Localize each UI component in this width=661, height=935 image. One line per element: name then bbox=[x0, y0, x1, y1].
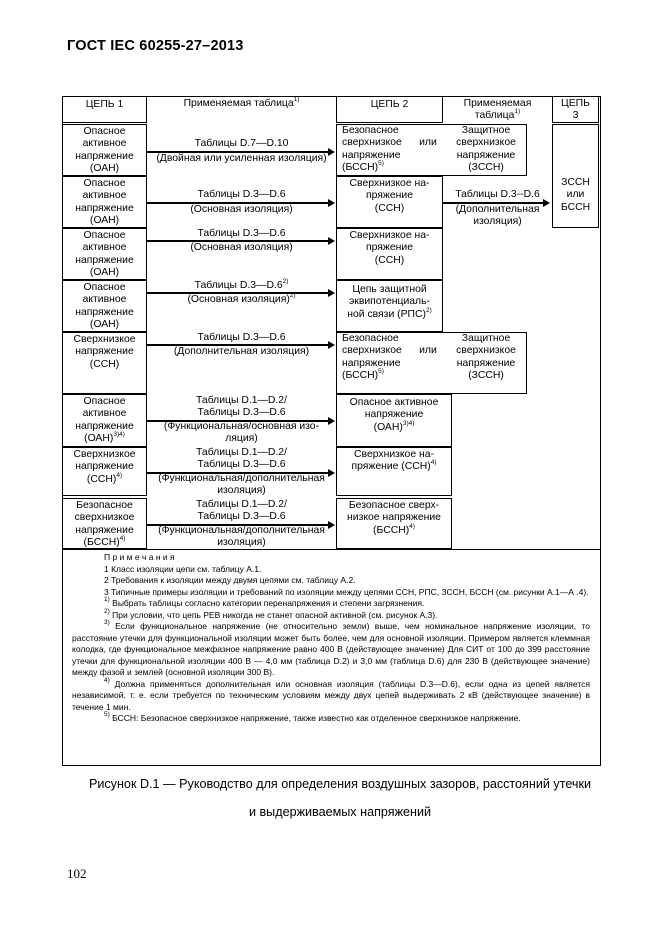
header-circuit-2-label: ЦЕПЬ 2 bbox=[370, 99, 409, 110]
circuit-2-box bbox=[336, 447, 452, 496]
circuit-1-line: Опасное bbox=[83, 396, 126, 407]
insulation-type-line: изоляция) bbox=[217, 485, 266, 497]
circuit-2-line: пряжение bbox=[366, 190, 413, 202]
footnote-mark: 2) bbox=[104, 607, 110, 615]
applied-table-text: Таблицы D.3--D.6 bbox=[455, 189, 540, 200]
circuit-1-line: активное bbox=[82, 294, 127, 306]
applied-table-line: Таблицы D.1—D.2/ bbox=[196, 395, 287, 406]
insulation-type-label: (Основная изоляция) bbox=[187, 294, 290, 305]
applied-table-text bbox=[147, 280, 336, 292]
circuit-2-line: напряжение bbox=[342, 149, 401, 161]
circuit-1-line: (ОАН) bbox=[89, 215, 120, 227]
footnote-2: При условии, что цепь РЕВ никогда не станет опасной активной (см. рисунок А.3). bbox=[112, 609, 438, 620]
circuit-2-line: пряжение (ССН) bbox=[351, 461, 431, 473]
insulation-type: (Основная изоляция) bbox=[190, 242, 293, 253]
footnote-ref: 3)4) bbox=[402, 419, 415, 427]
circuit-2-line: (БССН) bbox=[342, 162, 379, 174]
circuit-2-line: Опасное активное bbox=[349, 397, 439, 408]
circuit-2-alt-line: Защитное bbox=[461, 333, 511, 344]
footnote-mark: 4) bbox=[104, 676, 110, 684]
insulation-type: (Двойная или усиленная изоляция) bbox=[156, 153, 327, 164]
circuit-2-line: Сверхнизкое на- bbox=[349, 230, 430, 241]
applied-table-text: Таблицы D.3—D.6 bbox=[197, 228, 286, 239]
circuit-1-box bbox=[62, 447, 147, 496]
circuit-2-alt-text bbox=[448, 333, 524, 383]
circuit-1-box bbox=[62, 280, 147, 332]
circuit-2-alt-line: Защитное bbox=[461, 125, 511, 136]
applied-table-text: Таблицы D.3—D.6 bbox=[197, 189, 286, 200]
circuit-2-line: Безопасное bbox=[342, 125, 399, 136]
circuit-1-box bbox=[62, 176, 147, 228]
insulation-type bbox=[147, 421, 336, 446]
circuit-1-line: напряжение bbox=[75, 461, 134, 473]
circuit-1-line: (ОАН) bbox=[89, 267, 120, 279]
footnote-ref: 4) bbox=[119, 535, 126, 543]
circuit-1-line: Сверхнизкое bbox=[73, 334, 136, 345]
circuit-1-line: напряжение bbox=[75, 202, 134, 214]
circuit-2-alt-line: сверхнизкое bbox=[456, 345, 516, 357]
circuit-1-line: активное bbox=[82, 138, 127, 150]
footnote-1: Выбрать таблицы согласно категории перенапряжения и степени загрязнения. bbox=[112, 598, 425, 608]
circuit-2-box bbox=[336, 228, 443, 280]
circuit-2-alt-line: сверхнизкое bbox=[456, 137, 516, 149]
applied-table-text bbox=[147, 447, 336, 472]
circuit-2-line: сверхнизкое или bbox=[342, 137, 437, 149]
applied-table-text: Таблицы D.7—D.10 bbox=[194, 138, 289, 149]
circuit-2-line: эквипотенциаль- bbox=[349, 296, 430, 308]
footnote-ref: 4) bbox=[430, 459, 437, 467]
footnote-4: Должна применяться дополнительная или основная изоляция (таблицы D.3—D.6), если одна из цепей является независимой, т. е. если требуется по техническим условиям между двух цепей выдерживать 2 кВ (действующее значение) в течение 1 мин. bbox=[72, 678, 590, 712]
circuit-2-line: (БССН) bbox=[373, 524, 410, 536]
circuit-1-line: Сверхнизкое bbox=[73, 449, 136, 460]
figure-caption-line1: Рисунок D.1 — Руководство для определения воздушных зазоров, расстояний утечки bbox=[88, 777, 592, 791]
footnote-ref: 2) bbox=[282, 278, 289, 285]
circuit-1-line: напряжение bbox=[75, 306, 134, 318]
circuit-2-line: Цепь защитной bbox=[352, 284, 427, 295]
insulation-type-line: (Функциональная/дополнительная bbox=[158, 473, 325, 484]
circuit-2-alt-text bbox=[448, 125, 524, 175]
circuit-1-line: (ССН) bbox=[89, 358, 120, 370]
figure-caption-line2: и выдерживаемых напряжений bbox=[248, 805, 432, 819]
header-circuit-3 bbox=[552, 96, 599, 123]
circuit-1-line: Опасное bbox=[83, 282, 126, 293]
circuit-1-box bbox=[62, 332, 147, 394]
page-number: 102 bbox=[67, 866, 87, 881]
footnote-ref: 5) bbox=[378, 368, 384, 376]
footnote-ref: 2) bbox=[425, 306, 432, 314]
circuit-2-box bbox=[336, 498, 452, 549]
circuit-2-line: Сверхнизкое на- bbox=[349, 178, 430, 189]
circuit-3-line: БССН bbox=[560, 201, 591, 213]
circuit-1-line: напряжение bbox=[75, 346, 134, 358]
circuit-2-line: (ОАН) bbox=[373, 421, 403, 433]
insulation-type-line: ляция) bbox=[225, 433, 258, 445]
circuit-3-line: или bbox=[566, 189, 585, 201]
note-1: 1 Класс изоляции цепи см. таблицу А.1. bbox=[104, 563, 262, 574]
notes-title: П р и м е ч а н и я bbox=[104, 552, 175, 562]
note-3: 3 Типичные примеры изоляции и требований по изоляции между цепями ССН, РПС, ЗССН, БССН (см. рисунки А.1—А .4). bbox=[104, 586, 589, 597]
header-applied-table-2 bbox=[443, 98, 552, 123]
insulation-type-line: (Дополнительная bbox=[455, 204, 540, 215]
header-applied-table bbox=[147, 98, 336, 110]
note-2: 2 Требования к изоляции между двумя цепями см. таблицу А.2. bbox=[104, 575, 356, 585]
circuit-1-line: напряжение bbox=[75, 420, 134, 432]
insulation-type bbox=[147, 473, 336, 498]
circuit-2-line: пряжение bbox=[366, 242, 413, 254]
applied-table-line: Таблицы D.3—D.6 bbox=[197, 511, 286, 523]
header-circuit-2 bbox=[336, 96, 443, 123]
circuit-1-line: (ОАН) bbox=[84, 433, 114, 445]
applied-table-line: Таблицы D.3—D.6 bbox=[197, 407, 286, 419]
circuit-1-line: Опасное bbox=[83, 178, 126, 189]
applied-table-label: Таблицы D.3—D.6 bbox=[194, 280, 283, 291]
footnote-3: Если функциональное напряжение (не относительно земли) выше, чем номинальное напряжение изоляции, то расстояние утечки для функциональной изоляции может быть более, чем для основной изоляции. Примером является клеммная колодка, где функциональное межфазное напряжение равно 400 В (действующее значение) Для СИТ от 100 до 399 расстояние утечки для функциональной изоляции 400 В — 4,0 мм (таблица D.2) и 3,0 мм (таблица D.6) для 230 В (действующее значение) между фазой и землей (основной изоляции 300 В). bbox=[72, 621, 590, 677]
circuit-1-line: (БССН) bbox=[83, 537, 120, 549]
circuit-3-line: ЗССН bbox=[561, 177, 590, 188]
circuit-2-alt-line: напряжение bbox=[456, 149, 516, 161]
footnote-mark: 5) bbox=[104, 711, 110, 718]
header-applied-table-label: Применяемая таблица bbox=[183, 98, 294, 109]
circuit-1-box bbox=[62, 124, 147, 176]
circuit-2-line: Сверхнизкое на- bbox=[354, 449, 434, 460]
circuit-2-text bbox=[342, 125, 437, 175]
notes-block bbox=[72, 552, 590, 725]
footnote-5: БССН: Безопасное сверхнизкое напряжение, также известно как отделенное сверхнизкое напряжение. bbox=[112, 713, 521, 723]
insulation-type bbox=[147, 294, 336, 306]
footnote-mark: 3) bbox=[104, 619, 110, 626]
circuit-2-alt-line: (ЗССН) bbox=[468, 162, 504, 174]
document-header: ГОСТ IEC 60255-27–2013 bbox=[67, 38, 244, 54]
circuit-1-box bbox=[62, 228, 147, 280]
applied-table-text bbox=[147, 499, 336, 524]
circuit-2-text bbox=[342, 333, 437, 383]
insulation-type-line: (Функциональная/основная изо- bbox=[163, 421, 320, 432]
circuit-2-line: напряжение bbox=[342, 357, 401, 369]
footnote-mark: 1) bbox=[104, 596, 110, 603]
circuit-2-box bbox=[336, 176, 443, 228]
circuit-2-line: сверхнизкое или bbox=[342, 345, 437, 357]
circuit-3-text bbox=[552, 177, 599, 214]
footnote-ref: 1) bbox=[514, 108, 521, 116]
circuit-2-line: низкое напряжение bbox=[347, 512, 441, 524]
circuit-2-alt-line: напряжение bbox=[456, 357, 516, 369]
applied-table-line: Таблицы D.3—D.6 bbox=[197, 459, 286, 471]
circuit-2-line: напряжение bbox=[364, 409, 424, 421]
header-circuit-1-label: ЦЕПЬ 1 bbox=[85, 99, 124, 110]
footnote-ref: 1) bbox=[293, 96, 300, 103]
insulation-type-line: (Функциональная/дополнительная bbox=[158, 525, 325, 536]
circuit-1-line: напряжение bbox=[75, 524, 134, 536]
footnote-ref: 5) bbox=[378, 160, 384, 168]
circuit-1-line: Опасное bbox=[83, 230, 126, 241]
circuit-2-line: (ССН) bbox=[374, 254, 405, 266]
circuit-2-line: (ССН) bbox=[374, 202, 405, 214]
circuit-1-line: сверхнизкое bbox=[74, 512, 135, 524]
header-circuit-3-line2: 3 bbox=[572, 110, 579, 122]
circuit-2-line: Безопасное bbox=[342, 333, 399, 344]
header-applied-table-2-line1: Применяемая bbox=[463, 98, 532, 109]
figure-caption bbox=[60, 770, 620, 826]
footnote-ref: 3)4) bbox=[113, 431, 125, 439]
circuit-1-line: активное bbox=[82, 242, 127, 254]
insulation-type: (Дополнительная изоляция) bbox=[173, 346, 310, 357]
applied-table-text: Таблицы D.3—D.6 bbox=[197, 332, 286, 343]
header-circuit-3-label bbox=[553, 98, 598, 123]
circuit-1-box bbox=[62, 498, 147, 549]
header-circuit-3-line1: ЦЕПЬ bbox=[561, 98, 590, 109]
circuit-2-box bbox=[336, 394, 452, 447]
circuit-2-alt-line: (ЗССН) bbox=[468, 370, 504, 382]
circuit-1-line: активное bbox=[82, 190, 127, 202]
footnote-ref: 4) bbox=[409, 522, 415, 530]
circuit-1-line: (ОАН) bbox=[89, 319, 120, 331]
circuit-2-line: ной связи (РПС) bbox=[347, 308, 426, 320]
circuit-1-line: напряжение bbox=[75, 150, 134, 162]
circuit-1-line: Безопасное bbox=[76, 500, 133, 511]
insulation-type bbox=[443, 204, 552, 229]
circuit-1-line: напряжение bbox=[75, 254, 134, 266]
circuit-1-line: (ССН) bbox=[86, 473, 117, 485]
header-circuit-1 bbox=[62, 96, 147, 123]
applied-table-line: Таблицы D.1—D.2/ bbox=[196, 447, 287, 458]
insulation-type-line: изоляция) bbox=[473, 216, 522, 228]
circuit-2-line: (БССН) bbox=[342, 370, 379, 382]
insulation-type bbox=[147, 525, 336, 550]
footnote-ref: 4) bbox=[116, 471, 123, 479]
circuit-1-box bbox=[62, 394, 147, 447]
applied-table-text bbox=[147, 395, 336, 420]
footnote-ref: 2) bbox=[289, 292, 296, 299]
circuit-2-line: Безопасное сверх- bbox=[348, 500, 440, 511]
circuit-1-line: активное bbox=[82, 408, 127, 420]
circuit-2-box bbox=[336, 280, 443, 332]
header-applied-table-2-line2: таблица bbox=[474, 110, 515, 122]
applied-table-line: Таблицы D.1—D.2/ bbox=[196, 499, 287, 510]
insulation-type: (Основная изоляция) bbox=[190, 204, 293, 215]
circuit-1-line: Опасное bbox=[83, 126, 126, 137]
insulation-type-line: изоляция) bbox=[217, 537, 266, 549]
circuit-1-line: (ОАН) bbox=[89, 163, 120, 175]
